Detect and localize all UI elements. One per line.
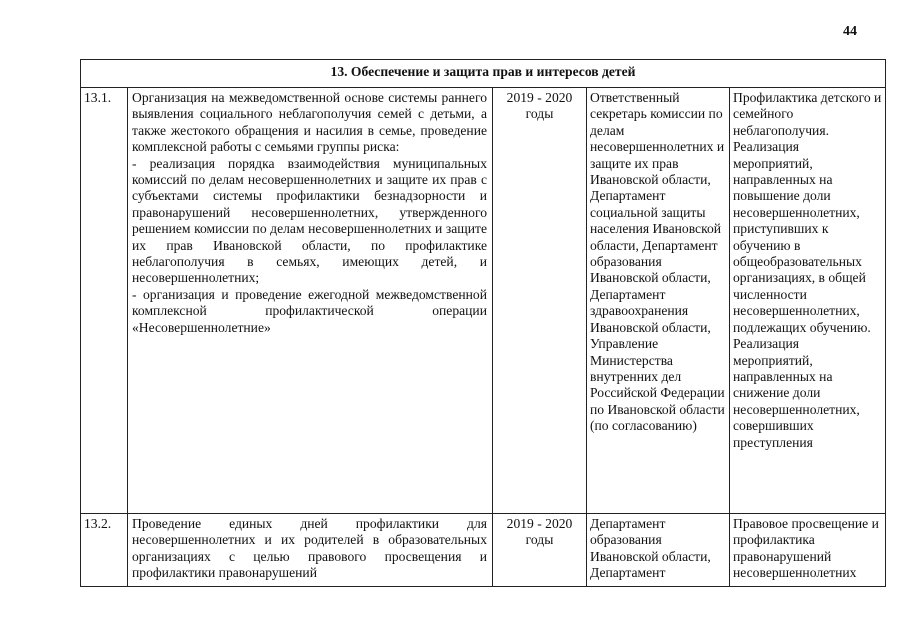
page-number: 44 <box>843 24 857 39</box>
period-cell: 2019 - 2020 годы <box>493 514 587 587</box>
row-number: 13.2. <box>81 514 128 587</box>
result-cell: Правовое просвещение и профилактика правонарушений несовершеннолетних <box>730 514 886 587</box>
description-paragraph: Организация на межведомственной основе системы раннего выявления социального неблагополучия семей с детьми, а также жестокого обращения и насилия в семье, проведение комплексной работы с семьями группы риска: <box>132 90 487 155</box>
result-cell: Профилактика детского и семейного неблагополучия. Реализация мероприятий, направленных на повышение доли несовершеннолетних, приступивших к обучению в общеобразовательных организациях, в общей численности несовершеннолетних, подлежащих обучению. Реализация мероприятий, направленных на снижение доли несовершеннолетних, совершивших преступления <box>730 88 886 514</box>
table-row <box>81 514 886 587</box>
table-row <box>81 88 886 514</box>
period-cell: 2019 - 2020 годы <box>493 88 587 514</box>
description-paragraph: - реализация порядка взаимодействия муниципальных комиссий по делам несовершеннолетних и защите их прав с субъектами системы профилактики безнадзорности и правонарушений несовершеннолетних, утвержденного решением комиссии по делам несовершеннолетних и защите их прав Ивановской области, по профилактике неблагополучия в семьях, имеющих детей, и несовершеннолетних; <box>132 155 487 286</box>
measure-description <box>128 88 493 514</box>
description-paragraph: Проведение единых дней профилактики для несовершеннолетних и их родителей в образовательных организациях с целью правового просвещения и профилактики правонарушений <box>132 516 487 581</box>
section-title: 13. Обеспечение и защита прав и интересов детей <box>81 60 886 88</box>
executors-cell: Ответственный секретарь комиссии по делам несовершеннолетних и защите их прав Ивановской области, Департамент социальной защиты населения Ивановской области, Департамент образования Ивановской области, Департамент здравоохранения Ивановской области, Управление Министерства внутренних дел Российской Федерации по Ивановской области (по согласованию) <box>587 88 730 514</box>
section-header-row <box>81 60 886 88</box>
description-paragraph: - организация и проведение ежегодной межведомственной комплексной профилактической операции «Несовершеннолетние» <box>132 286 487 335</box>
measure-description <box>128 514 493 587</box>
row-number: 13.1. <box>81 88 128 514</box>
measures-table <box>80 59 886 587</box>
executors-cell: Департамент образования Ивановской области, Департамент <box>587 514 730 587</box>
